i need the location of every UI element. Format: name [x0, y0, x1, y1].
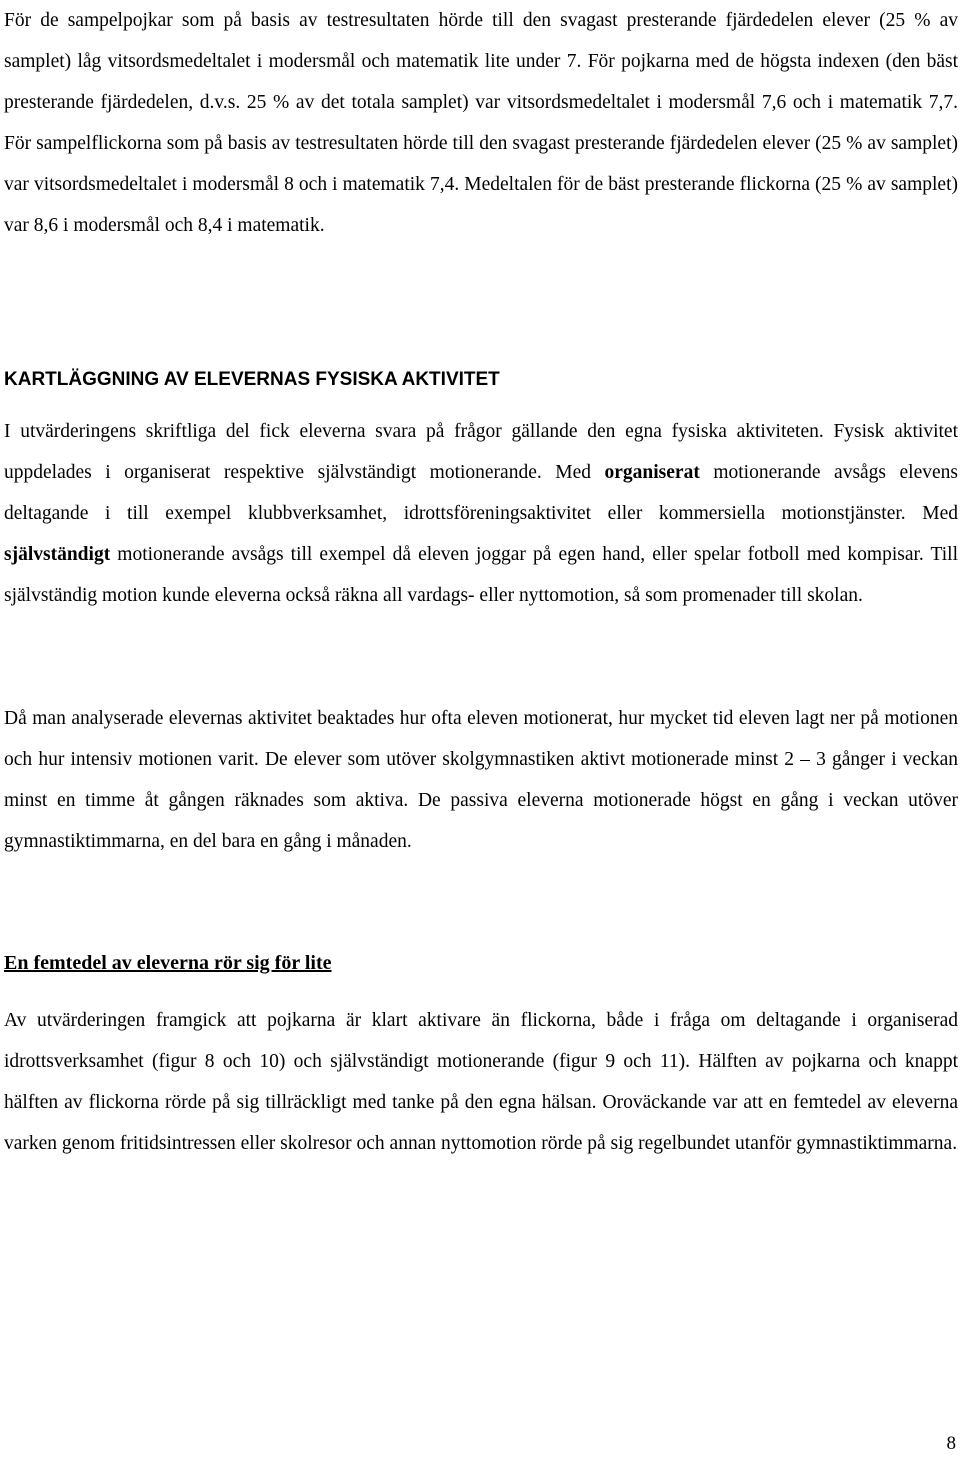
paragraph-text-segment: motionerande avsågs till exempel då eleven joggar på egen hand, eller spelar fotboll med kompisar. Till självständig motion kunde eleverna också räkna all vardags- eller nyttomotion, så som promenader till skolan. [4, 544, 958, 606]
page-number: 8 [946, 1433, 956, 1454]
section-heading-physical-activity: KARTLÄGGNING AV ELEVERNAS FYSISKA AKTIVITET [4, 369, 500, 390]
bold-term-independent: självständigt [4, 544, 111, 565]
paragraph-activity-definitions [4, 411, 958, 616]
paragraph-evaluation-results: Av utvärderingen framgick att pojkarna är klart aktivare än flickorna, både i fråga om deltagande i organiserad idrottsverksamhet (figur 8 och 10) och självständigt motionerande (figur 9 och 11). Hälften av pojkarna och knappt hälften av flickorna rörde på sig tillräckligt med tanke på den egna hälsan. Oroväckande var att en femtedel av eleverna varken genom fritidsintressen eller skolresor och annan nyttomotion rörde på sig regelbundet utanför gymnastiktimmarna. [4, 1010, 958, 1154]
paragraph-text-segment: I utvärderingens skriftliga del fick eleverna svara på frågor gällande den egna fysiska aktiviteten. Fysisk aktivitet uppdelades i organiserat respektive självständigt motionerande. Med [4, 421, 958, 483]
paragraph-activity-analysis: Då man analyserade elevernas aktivitet beaktades hur ofta eleven motionerat, hur mycket tid eleven lagt ner på motionen och hur intensiv motionen varit. De elever som utöver skolgymnastiken aktivt motionerade minst 2 – 3 gånger i veckan minst en timme åt gången räknades som aktiva. De passiva eleverna motionerade högst en gång i veckan utöver gymnastiktimmarna, en del bara en gång i månaden. [4, 708, 958, 852]
paragraph-text-segment: motionerande avsågs elevens deltagande i till exempel klubbverksamhet, idrottsföreningsaktivitet eller kommersiella motionstjänster. Med [4, 462, 959, 524]
paragraph-test-results: För de sampelpojkar som på basis av testresultaten hörde till den svagast presterande fjärdedelen elever (25 % av samplet) låg vitsordsmedeltalet i modersmål och matematik lite under 7. För pojkarna med de högsta indexen (den bäst presterande fjärdedelen, d.v.s. 25 % av det totala samplet) var vitsordsmedeltalet i modersmål 7,6 och i matematik 7,7. För sampelflickorna som på basis av testresultaten hörde till den svagast presterande fjärdedelen elever (25 % av samplet) var vitsordsmedeltalet i modersmål 8 och i matematik 7,4. Medeltalen för de bäst presterande flickorna (25 % av samplet) var 8,6 i modersmål och 8,4 i matematik. [4, 10, 958, 236]
subheading-fifth-of-students: En femtedel av eleverna rör sig för lite [4, 952, 332, 974]
bold-term-organized: organiserat [604, 462, 700, 483]
